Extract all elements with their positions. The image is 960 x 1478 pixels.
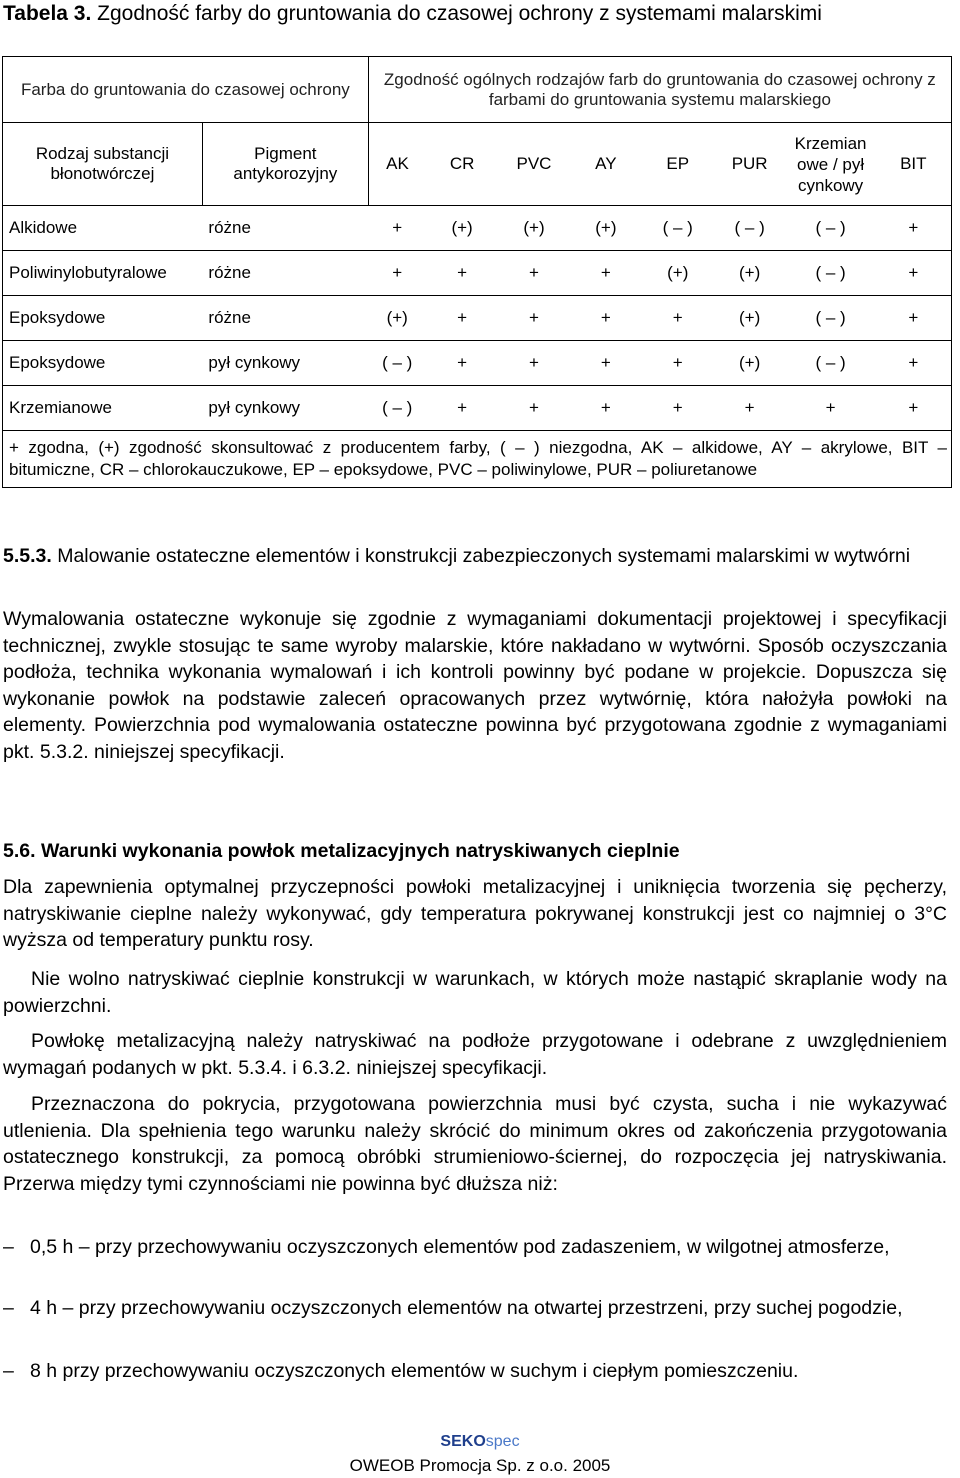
dash-marker: – <box>3 1297 14 1319</box>
col-ak: AK <box>368 123 426 206</box>
compatibility-cell: (+) <box>426 206 498 251</box>
compatibility-cell: + <box>570 386 642 431</box>
table-caption-label: Tabela 3. <box>3 2 92 25</box>
compatibility-cell: + <box>876 341 952 386</box>
compatibility-cell: ( – ) <box>368 341 426 386</box>
compatibility-cell: + <box>876 296 952 341</box>
compatibility-cell: + <box>642 386 714 431</box>
paragraph-substrate: Powłokę metalizacyjną należy natryskiwać na podłoże przygotowane i odebrane z uwzględnieniem wymagań podanych w pkt. 5.3.4. i 6.3.2. niniejszej specyfikacji. <box>3 1030 947 1079</box>
footer-publisher: OWEOB Promocja Sp. z o.o. 2005 <box>349 1456 611 1475</box>
list-item <box>3 1358 947 1385</box>
list-item <box>3 1234 947 1261</box>
row-binder-name: Epoksydowe <box>3 296 203 341</box>
section-5-5-3-heading <box>3 543 947 570</box>
row-pigment: różne <box>202 251 368 296</box>
compatibility-cell: + <box>570 296 642 341</box>
col-ay: AY <box>570 123 642 206</box>
compatibility-cell: + <box>876 251 952 296</box>
table-row <box>3 386 952 431</box>
compatibility-cell: + <box>426 341 498 386</box>
compatibility-cell: (+) <box>714 341 786 386</box>
header-binder-type: Rodzaj substancji błonotwórczej <box>3 123 203 206</box>
compatibility-cell: (+) <box>570 206 642 251</box>
list-item-text: 0,5 h – przy przechowywaniu oczyszczonych elementów pod zadaszeniem, w wilgotnej atmosferze, <box>30 1236 890 1258</box>
compatibility-cell: + <box>876 386 952 431</box>
compatibility-cell: + <box>498 386 570 431</box>
footer-logo <box>0 1433 960 1451</box>
section-number: 5.5.3. <box>3 545 52 567</box>
compatibility-cell: + <box>642 296 714 341</box>
table-row <box>3 341 952 386</box>
paragraph-condensation: Nie wolno natryskiwać cieplnie konstrukcji w warunkach, w których może nastąpić skraplanie wody na powierzchni. <box>3 968 947 1017</box>
table-caption-text: Zgodność farby do gruntowania do czasowej ochrony z systemami malarskimi <box>91 2 822 25</box>
compatibility-cell: (+) <box>498 206 570 251</box>
list-item-text: 4 h – przy przechowywaniu oczyszczonych elementów na otwartej przestrzeni, przy suchej pogodzie, <box>30 1297 903 1319</box>
compatibility-cell: ( – ) <box>714 206 786 251</box>
header-primer: Farba do gruntowania do czasowej ochrony <box>3 57 369 123</box>
row-pigment: różne <box>202 206 368 251</box>
compatibility-cell: ( – ) <box>786 251 876 296</box>
compatibility-cell: (+) <box>714 251 786 296</box>
logo-part-seko: SEKO <box>440 1433 486 1450</box>
col-silicate: Krzemian owe / pył cynkowy <box>786 123 876 206</box>
compatibility-cell: ( – ) <box>368 386 426 431</box>
dash-marker: – <box>3 1360 14 1382</box>
compatibility-cell: ( – ) <box>786 341 876 386</box>
row-binder-name: Alkidowe <box>3 206 203 251</box>
compatibility-cell: + <box>426 386 498 431</box>
compatibility-cell: + <box>368 251 426 296</box>
compatibility-cell: + <box>426 251 498 296</box>
compatibility-cell: ( – ) <box>642 206 714 251</box>
paragraph-dew-point: Dla zapewnienia optymalnej przyczepności powłoki metalizacyjnej i uniknięcia tworzenia się pęcherzy, natryskiwanie cieplne należy wykonywać, gdy temperatura pokrywanej konstrukcji jest co najmniej o 3°C wyższa od temperatury punktu rosy. <box>3 876 947 951</box>
compatibility-cell: + <box>642 341 714 386</box>
row-pigment: różne <box>202 296 368 341</box>
compatibility-cell: (+) <box>642 251 714 296</box>
col-cr: CR <box>426 123 498 206</box>
compatibility-cell: + <box>498 296 570 341</box>
compatibility-table <box>2 56 952 488</box>
compatibility-cell: ( – ) <box>786 296 876 341</box>
compatibility-cell: + <box>426 296 498 341</box>
row-pigment: pył cynkowy <box>202 341 368 386</box>
row-binder-name: Epoksydowe <box>3 341 203 386</box>
col-pvc: PVC <box>498 123 570 206</box>
compatibility-cell: + <box>570 251 642 296</box>
compatibility-cell: ( – ) <box>786 206 876 251</box>
compatibility-cell: + <box>368 206 426 251</box>
table-row <box>3 206 952 251</box>
compatibility-cell: + <box>498 341 570 386</box>
compatibility-cell: + <box>498 251 570 296</box>
list-item-text: 8 h przy przechowywaniu oczyszczonych elementów w suchym i ciepłym pomieszczeniu. <box>30 1360 799 1382</box>
header-pigment: Pigment antykorozyjny <box>202 123 368 206</box>
compatibility-cell: + <box>570 341 642 386</box>
compatibility-cell: (+) <box>714 296 786 341</box>
section-title: Malowanie ostateczne elementów i konstrukcji zabezpieczonych systemami malarskimi w wytwórni <box>51 545 911 567</box>
table-caption <box>3 1 953 27</box>
list-item <box>3 1295 947 1322</box>
paragraph-surface: Przeznaczona do pokrycia, przygotowana powierzchnia musi być czysta, sucha i nie wykazywać utlenienia. Dla spełnienia tego warunku należy skrócić do minimum okres od zakończenia przygotowania ostatecznego konstrukcji, za pomocą obróbki strumieniowo-ściernej, do rozpoczęcia jej natryskiwania. Przerwa między tymi czynnościami nie powinna być dłuższa niż: <box>3 1093 947 1195</box>
logo-part-spec: spec <box>485 1433 520 1450</box>
compatibility-cell: + <box>876 206 952 251</box>
col-bit: BIT <box>876 123 952 206</box>
col-ep: EP <box>642 123 714 206</box>
compatibility-cell: + <box>714 386 786 431</box>
table-legend: + zgodna, (+) zgodność skonsultować z producentem farby, ( – ) niezgodna, AK – alkidowe, AY – akrylowe, BIT – bitumiczne, CR – chlorokauczukowe, EP – epoksydowe, PVC – poliwinylowe, PUR – poliuretanowe <box>3 431 952 488</box>
dash-marker: – <box>3 1236 14 1258</box>
table-row <box>3 251 952 296</box>
row-pigment: pył cynkowy <box>202 386 368 431</box>
section-5-6-heading: 5.6. Warunki wykonania powłok metalizacyjnych natryskiwanych cieplnie <box>3 840 680 862</box>
compatibility-cell: (+) <box>368 296 426 341</box>
compatibility-cell: + <box>786 386 876 431</box>
header-compatibility: Zgodność ogólnych rodzajów farb do gruntowania do czasowej ochrony z farbami do gruntowania systemu malarskiego <box>368 57 951 123</box>
col-pur: PUR <box>714 123 786 206</box>
row-binder-name: Poliwinylobutyralowe <box>3 251 203 296</box>
section-5-5-3-paragraph: Wymalowania ostateczne wykonuje się zgodnie z wymaganiami dokumentacji projektowej i specyfikacji technicznej, zwykle stosując te same wyroby malarskie, które nakładano w wytwórni. Sposób oczyszczania podłoża, technika wykonania wymalowań i ich kontroli powinny być podane w projekcie. Dopuszcza się wykonanie powłok na podstawie zaleceń opracowanych przez wytwórnię, która nałożyła powłoki na elementy. Powierzchnia pod wymalowania ostateczne powinna być przygotowana zgodnie z wymaganiami pkt. 5.3.2. niniejszej specyfikacji. <box>3 608 947 763</box>
table-row <box>3 296 952 341</box>
row-binder-name: Krzemianowe <box>3 386 203 431</box>
